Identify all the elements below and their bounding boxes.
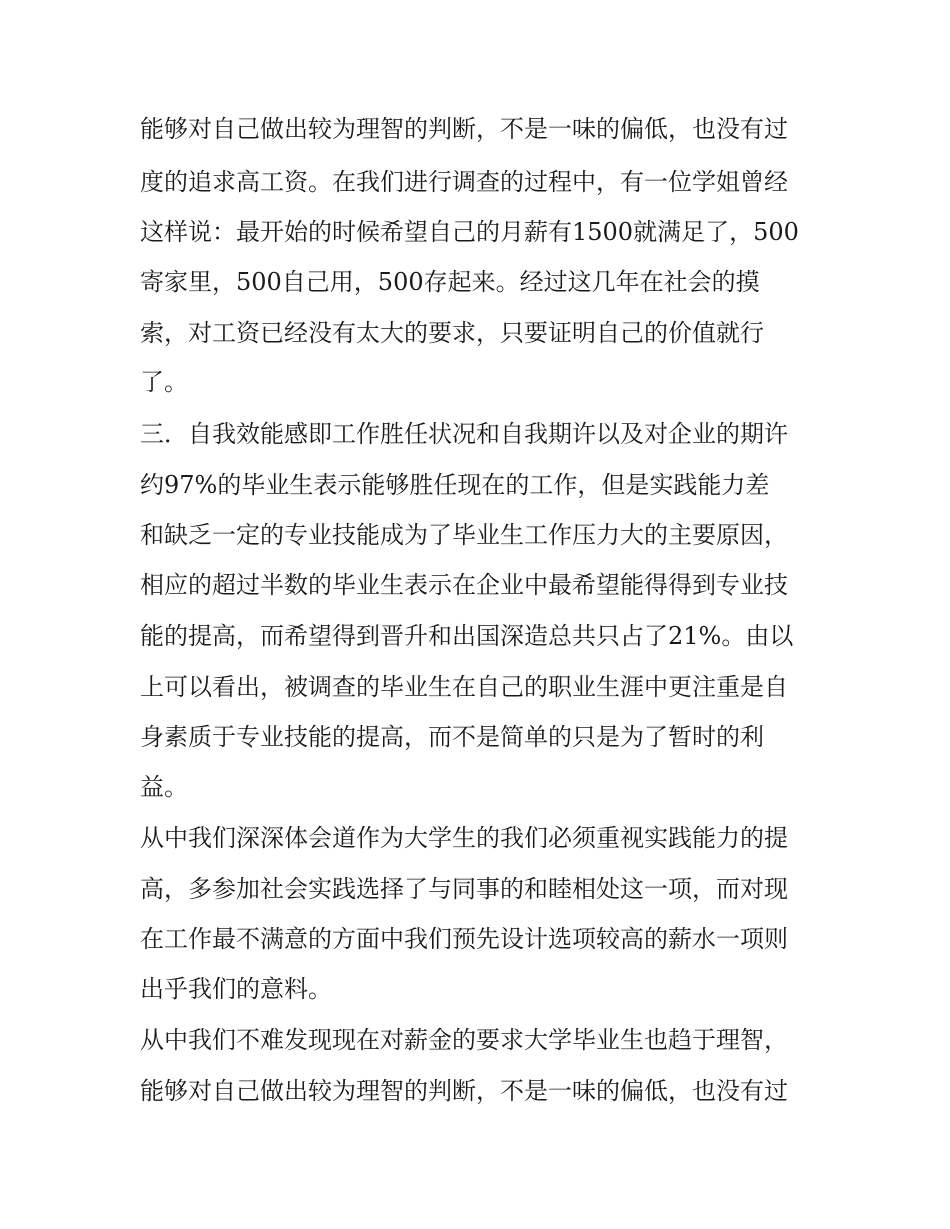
text-line: 高，多参加社会实践选择了与同事的和睦相处这一项，而对现 <box>140 875 788 903</box>
text-line: 益。 <box>140 773 188 801</box>
text-line: 度的追求高工资。在我们进行调查的过程中，有一位学姐曾经 <box>140 168 788 196</box>
text-line: 上可以看出，被调查的毕业生在自己的职业生涯中更注重是自 <box>140 673 788 701</box>
text-line: 能的提高，而希望得到晋升和出国深造总共只占了21%。由以 <box>140 622 794 650</box>
text-line: 相应的超过半数的毕业生表示在企业中最希望能得得到专业技 <box>140 571 788 599</box>
text-line: 身素质于专业技能的提高，而不是简单的只是为了暂时的利 <box>140 723 764 751</box>
text-line: 了。 <box>140 368 188 396</box>
text-line: 寄家里，500自己用，500存起来。经过这几年在社会的摸 <box>140 268 760 296</box>
text-line: 出乎我们的意料。 <box>140 975 332 1003</box>
text-line: 索，对工资已经没有太大的要求，只要证明自己的价值就行 <box>140 319 764 347</box>
text-line: 能够对自己做出较为理智的判断，不是一味的偏低，也没有过 <box>140 115 788 143</box>
text-line: 从中我们不难发现现在对薪金的要求大学毕业生也趋于理智， <box>140 1026 788 1054</box>
text-line: 和缺乏一定的专业技能成为了毕业生工作压力大的主要原因， <box>140 521 788 549</box>
text-line: 在工作最不满意的方面中我们预先设计选项较高的薪水一项则 <box>140 925 788 953</box>
text-line: 能够对自己做出较为理智的判断，不是一味的偏低，也没有过 <box>140 1077 788 1105</box>
text-line: 约97%的毕业生表示能够胜任现在的工作，但是实践能力差 <box>140 471 770 499</box>
text-line: 三．自我效能感即工作胜任状况和自我期许以及对企业的期许 <box>140 420 788 448</box>
text-line: 这样说：最开始的时候希望自己的月薪有1500就满足了，500 <box>140 218 799 246</box>
text-line: 从中我们深深体会道作为大学生的我们必须重视实践能力的提 <box>140 824 788 852</box>
